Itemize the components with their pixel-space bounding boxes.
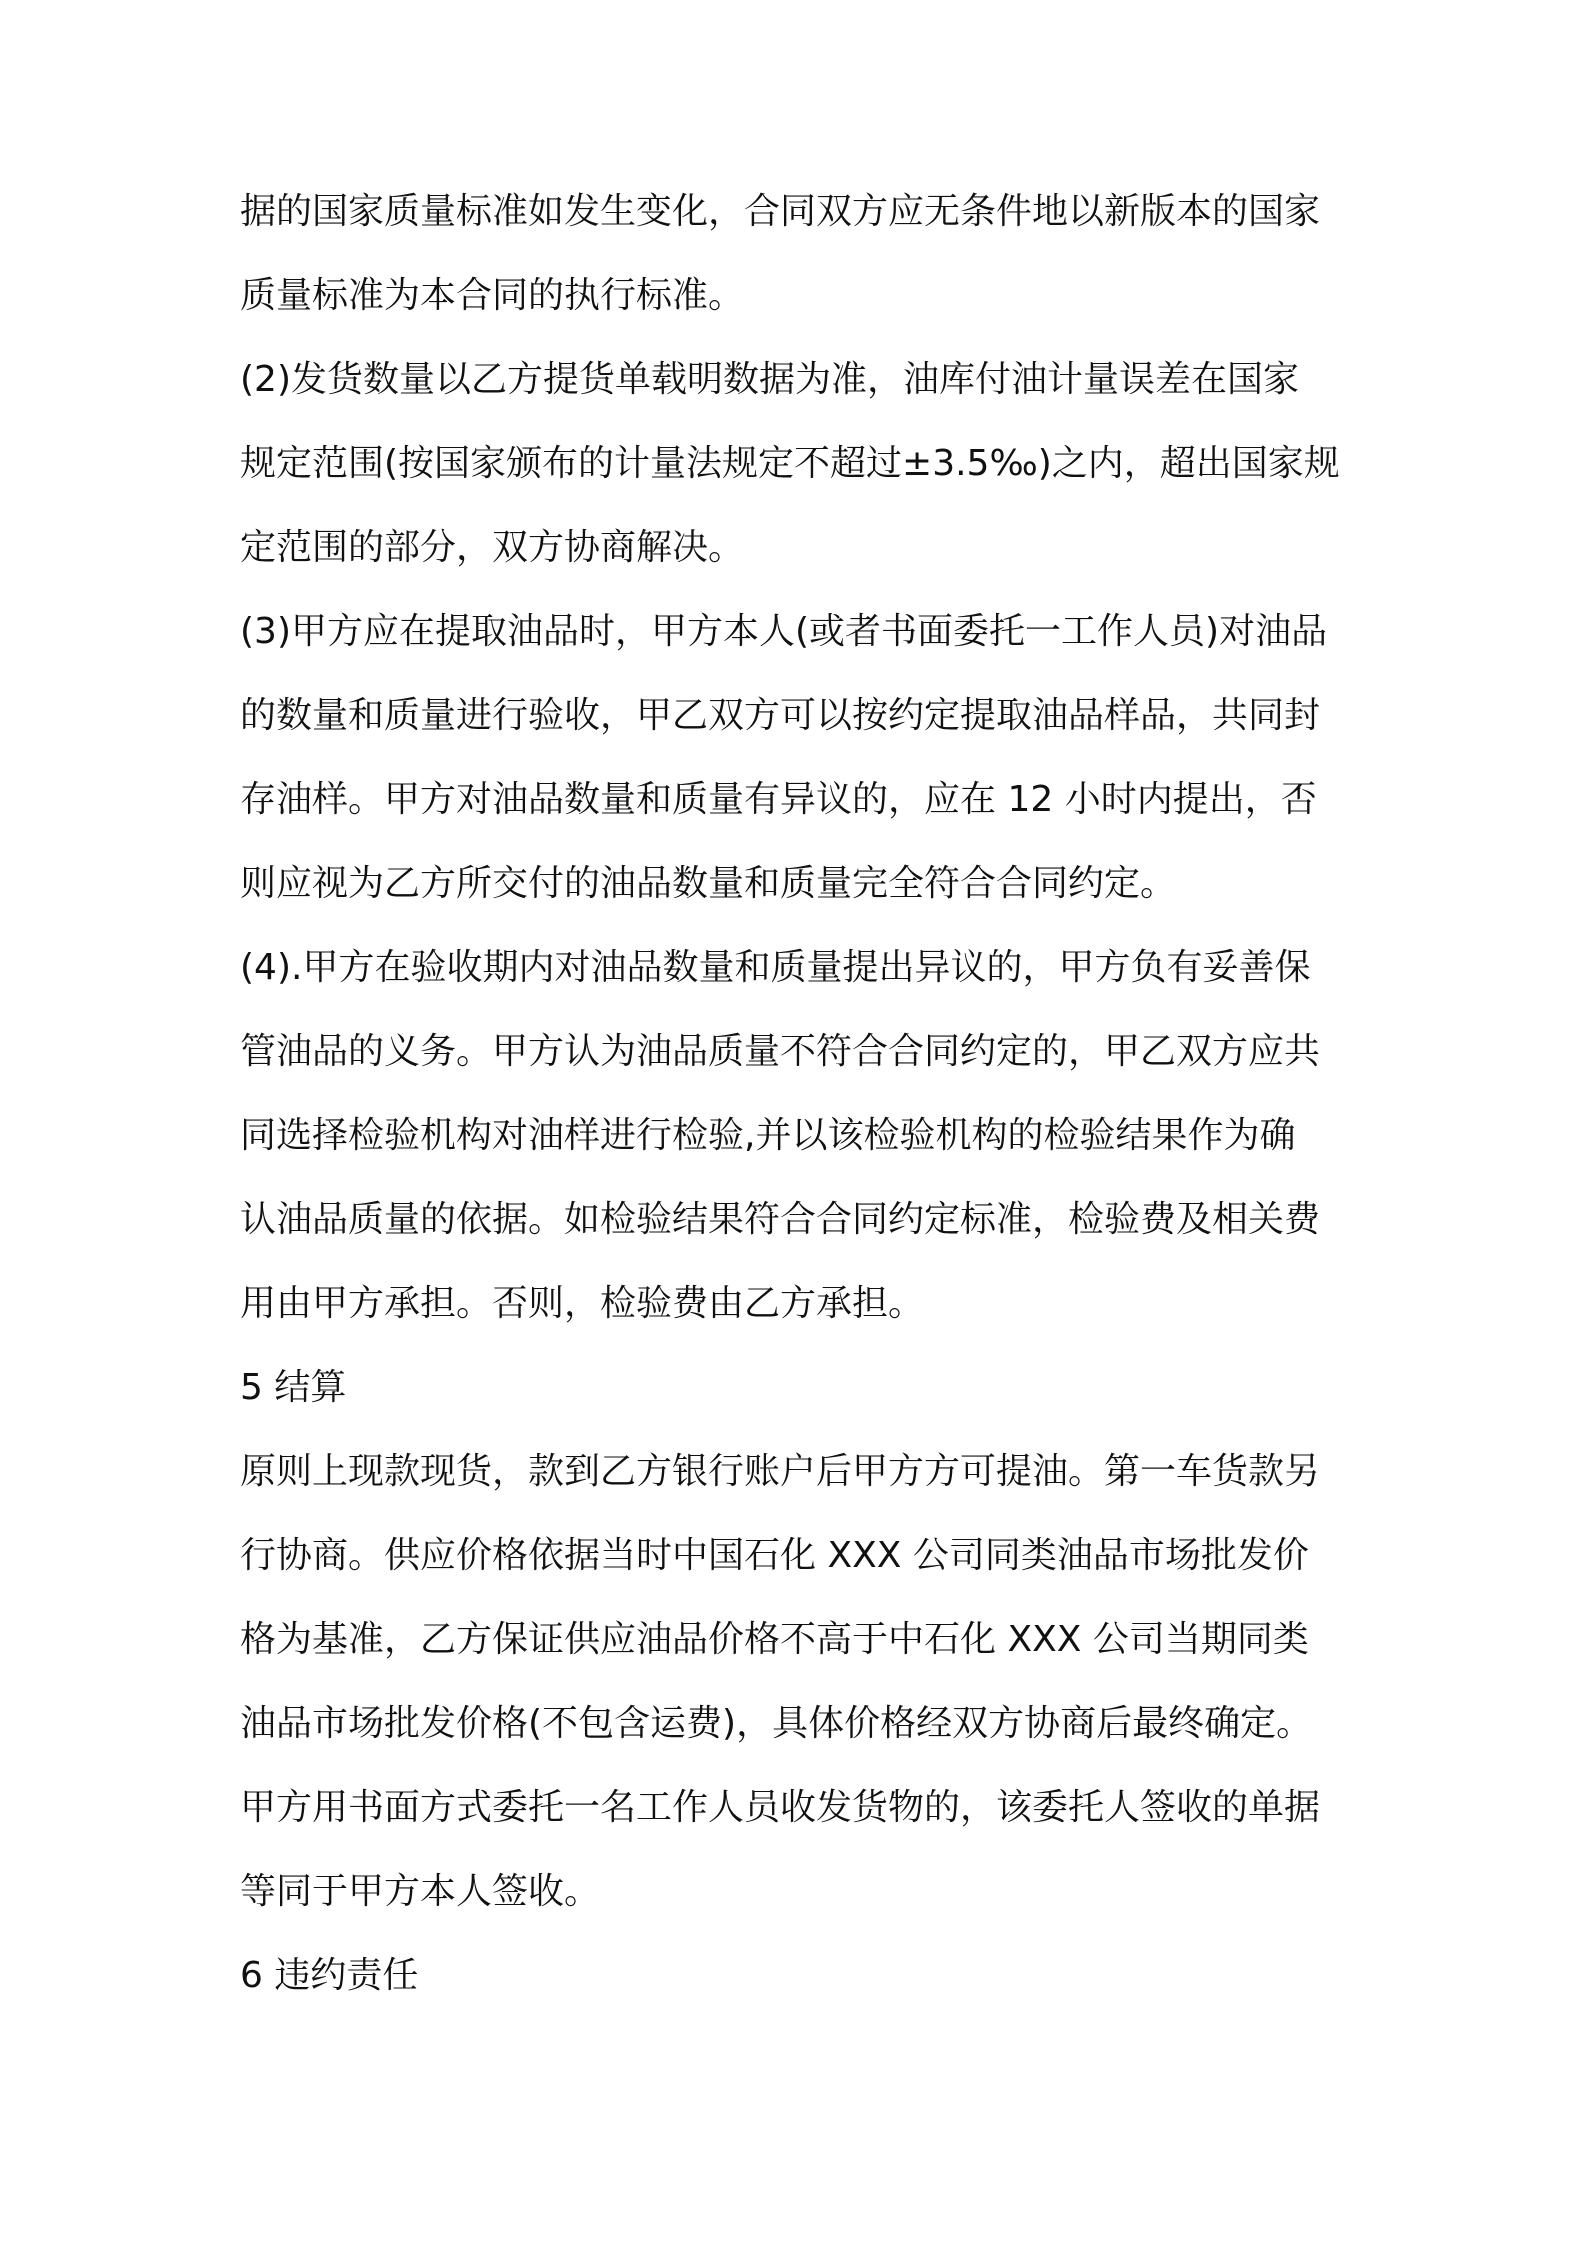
text-line: 原则上现款现货，款到乙方银行账户后甲方方可提油。第一车货款另 (240, 1451, 1321, 1492)
text-line: 则应视为乙方所交付的油品数量和质量完全符合合同约定。 (240, 863, 1177, 904)
text-line: 格为基准，乙方保证供应油品价格不高于中石化 XXX 公司当期同类 (240, 1619, 1309, 1660)
text-line: (3)甲方应在提取油品时，甲方本人(或者书面委托一工作人员)对油品 (240, 611, 1328, 652)
text-line: 油品市场批发价格(不包含运费)，具体价格经双方协商后最终确定。 (240, 1703, 1313, 1744)
text-line: 规定范围(按国家颁布的计量法规定不超过±3.5‰)之内，超出国家规 (240, 443, 1340, 484)
text-line: 甲方用书面方式委托一名工作人员收发货物的，该委托人签收的单据 (240, 1787, 1321, 1828)
text-line: 的数量和质量进行验收，甲乙双方可以按约定提取油品样品，共同封 (240, 695, 1321, 736)
text-line: 存油样。甲方对油品数量和质量有异议的，应在 12 小时内提出，否 (240, 779, 1317, 820)
text-line: 质量标准为本合同的执行标准。 (240, 275, 745, 316)
text-line: 定范围的部分，双方协商解决。 (240, 527, 745, 568)
text-line: 同选择检验机构对油样进行检验,并以该检验机构的检验结果作为确 (240, 1115, 1296, 1156)
text-line: (2)发货数量以乙方提货单载明数据为准，油库付油计量误差在国家 (240, 359, 1299, 400)
text-line: 据的国家质量标准如发生变化，合同双方应无条件地以新版本的国家 (240, 191, 1321, 232)
text-line: 用由甲方承担。否则，检验费由乙方承担。 (240, 1283, 925, 1324)
text-line: 行协商。供应价格依据当时中国石化 XXX 公司同类油品市场批发价 (240, 1535, 1309, 1576)
text-line: 管油品的义务。甲方认为油品质量不符合合同约定的，甲乙双方应共 (240, 1031, 1321, 1072)
section-heading: 6 违约责任 (240, 1955, 419, 1996)
text-line: 等同于甲方本人签收。 (240, 1871, 601, 1912)
text-line: (4).甲方在验收期内对油品数量和质量提出异议的，甲方负有妥善保 (240, 947, 1311, 988)
text-line: 认油品质量的依据。如检验结果符合合同约定标准，检验费及相关费 (240, 1199, 1321, 1240)
section-heading: 5 结算 (240, 1367, 347, 1408)
